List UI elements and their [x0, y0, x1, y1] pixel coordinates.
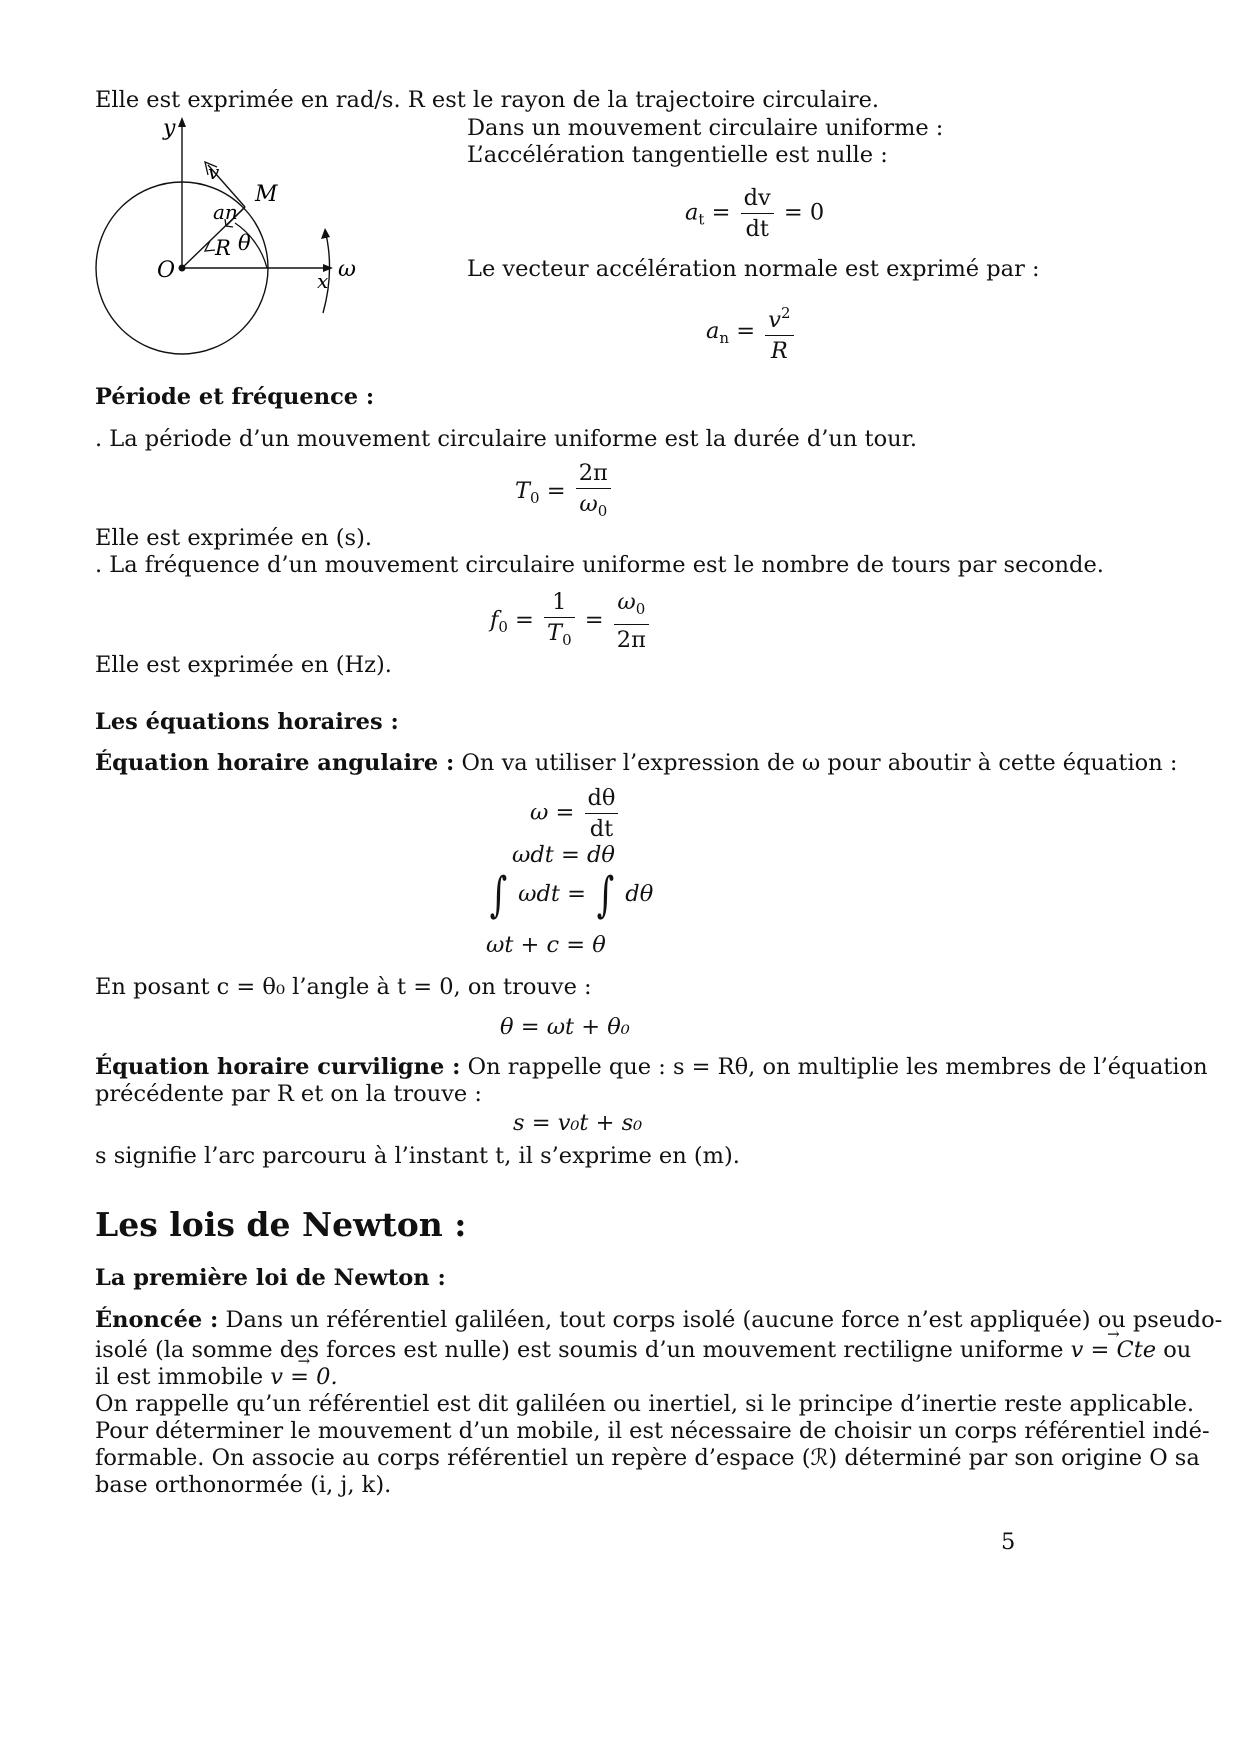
eq-an: $a_n$ = $\frac{v^2}{R}$	[706, 298, 797, 366]
eq-omega-dt: ωdt = dθ	[512, 842, 615, 868]
posant-line: En posant c = θ₀ l’angle à t = 0, on trouve :	[95, 974, 592, 1000]
eq-s: s = v₀t + s₀	[513, 1110, 643, 1136]
newton-heading: Les lois de Newton :	[95, 1205, 467, 1244]
an-label: an	[213, 200, 238, 224]
tangential-accel-line: L’accélération tangentielle est nulle :	[467, 142, 888, 168]
circular-motion-diagram	[95, 115, 395, 375]
uniform-motion-line: Dans un mouvement circulaire uniforme :	[467, 115, 944, 141]
periode-p2: Elle est exprimée en (s).	[95, 525, 373, 551]
s-meaning-line: s signifie l’arc parcouru à l’instant t, il s’exprime en (m).	[95, 1143, 740, 1169]
angular-paragraph: Équation horaire angulaire : On va utiliser l’expression de ω pour aboutir à cette équation :	[95, 750, 1178, 776]
periode-p3: . La fréquence d’un mouvement circulaire uniforme est le nombre de tours par seconde.	[95, 552, 1104, 578]
eq-theta: θ = ωt + θ₀	[500, 1014, 630, 1040]
eq-at: $a_t$ = $\frac{dv}{dt}$ = 0	[685, 185, 825, 242]
intro-line: Elle est exprimée en rad/s. R est le rayon de la trajectoire circulaire.	[95, 87, 880, 113]
curvilinear-paragraph: Équation horaire curviligne : On rappelle que : s = Rθ, on multiplie les membres de l’équation	[95, 1054, 1208, 1080]
equations-heading: Les équations horaires :	[95, 709, 399, 735]
y-axis-arrow	[178, 117, 186, 127]
point-label: M	[255, 182, 278, 207]
periode-heading: Période et fréquence :	[95, 384, 375, 410]
omega-label: ω	[338, 257, 356, 282]
periode-p1: . La période d’un mouvement circulaire uniforme est la durée d’un tour.	[95, 426, 918, 452]
curvilinear-paragraph-2: précédente par R et on la trouve :	[95, 1081, 482, 1107]
eq-integral: ∫ ωdt = ∫ dθ	[489, 867, 654, 923]
r-label: R	[215, 236, 231, 260]
newton-p4: base orthonormée (i, j, k).	[95, 1472, 392, 1498]
x-label: x	[317, 269, 329, 293]
newton-p2: Pour déterminer le mouvement d’un mobile, il est nécessaire de choisir un corps référentiel indé-	[95, 1418, 1210, 1444]
page-number: 5	[1001, 1529, 1016, 1555]
v-label: v	[208, 160, 220, 184]
eq-omega-def: ω = $\frac{d\theta}{dt}$	[530, 783, 621, 844]
enonce-line2: isolé (la somme des forces est nulle) est soumis d’un mouvement rectiligne uniforme → v = Cte ou	[95, 1335, 1191, 1365]
newton-first-law-heading: La première loi de Newton :	[95, 1265, 446, 1291]
theta-label: θ	[238, 231, 251, 255]
enonce-line3: il est immobile → v = 0.	[95, 1362, 338, 1392]
y-label: y	[163, 116, 176, 141]
enonce-line1: Énoncée : Dans un référentiel galiléen, tout corps isolé (aucune force n’est appliquée) ou pseudo-	[95, 1307, 1223, 1333]
eq-frequency: $f_0$ = $\frac{1}{T_0}$ = $\frac{\omega_0}{2\pi}$	[490, 587, 652, 655]
origin-label: O	[157, 258, 176, 283]
eq-omega-t-c: ωt + c = θ	[486, 932, 606, 958]
newton-p1: On rappelle qu’un référentiel est dit galiléen ou inertiel, si le principe d’inertie reste applicable.	[95, 1391, 1195, 1417]
periode-p4: Elle est exprimée en (Hz).	[95, 652, 392, 678]
newton-p3: formable. On associe au corps référentiel un repère d’espace (ℛ) déterminé par son origine O sa	[95, 1445, 1200, 1471]
normal-accel-line: Le vecteur accélération normale est exprimé par :	[467, 256, 1040, 282]
eq-period: $T_0$ = $\frac{2\pi}{\omega_0}$	[515, 458, 614, 526]
